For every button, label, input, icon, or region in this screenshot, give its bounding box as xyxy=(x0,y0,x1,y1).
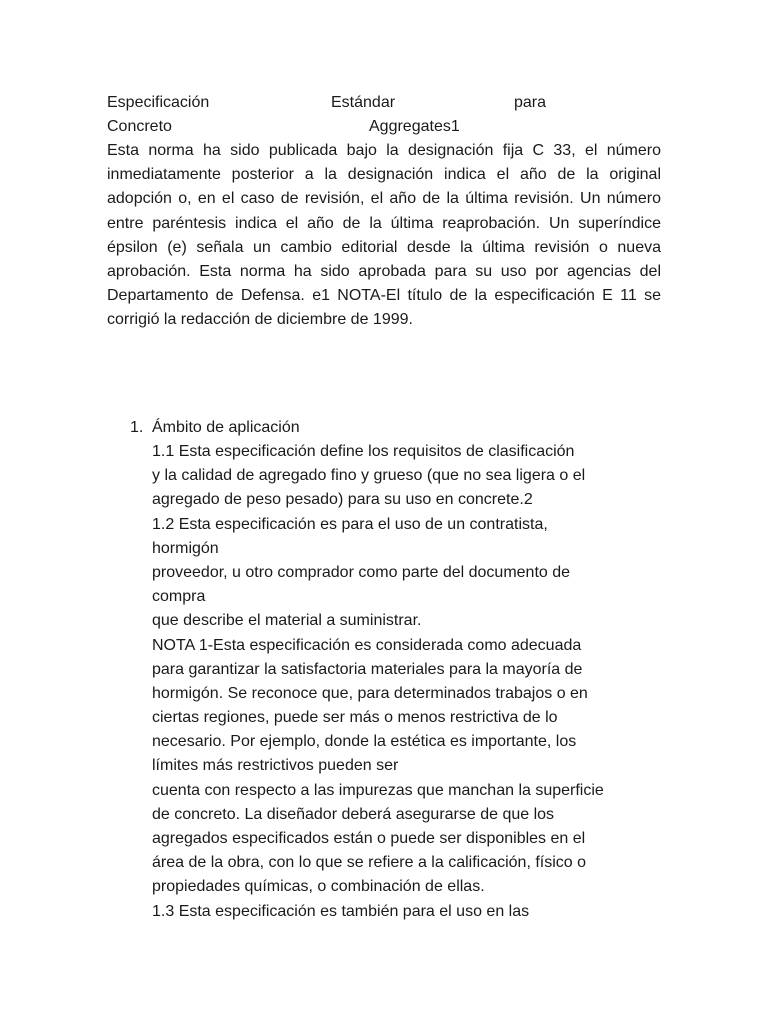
body-line: área de la obra, con lo que se refiere a la calificación, físico o xyxy=(152,854,587,872)
body-line: propiedades químicas, o combinación de ellas. xyxy=(152,878,485,896)
body-line: agregado de peso pesado) para su uso en concrete.2 xyxy=(152,491,533,509)
section-body xyxy=(128,440,668,924)
body-line: ciertas regiones, puede ser más o menos restrictiva de lo xyxy=(152,709,558,727)
body-line: 1.3 Esta especificación es también para el uso en las xyxy=(152,902,530,920)
body-line: hormigón xyxy=(152,539,219,557)
body-line: NOTA 1-Esta especificación es considerada como adecuada xyxy=(152,636,582,654)
body-line: hormigón. Se reconoce que, para determinados trabajos o en xyxy=(152,684,588,702)
body-line: y la calidad de agregado fino y grueso (que no sea ligera o el xyxy=(152,467,586,485)
title-word: Especificación xyxy=(107,94,210,111)
title-line-2 xyxy=(107,115,661,139)
body-line: límites más restrictivos pueden ser xyxy=(152,757,399,775)
title-word: Estándar xyxy=(331,94,396,111)
title-word: para xyxy=(514,94,547,111)
title-word: Concreto xyxy=(107,118,172,135)
title-line-1 xyxy=(107,91,661,115)
section-title: Ámbito de aplicación xyxy=(152,419,300,436)
body-line: proveedor, u otro comprador como parte del documento de xyxy=(152,563,571,581)
body-line: agregados especificados están o puede ser disponibles en el xyxy=(152,830,586,847)
body-line: necesario. Por ejemplo, donde la estética es importante, los xyxy=(152,733,577,751)
section-scope xyxy=(128,416,668,924)
body-line: compra xyxy=(152,588,206,606)
body-line: 1.2 Esta especificación es para el uso de un contratista, xyxy=(152,515,548,533)
section-heading xyxy=(128,416,668,440)
body-line: que describe el material a suministrar. xyxy=(152,612,422,630)
intro-paragraph: Esta norma ha sido publicada bajo la designación fija C 33, el número inmediatamente posterior a la designación indica el año de la original adopción o, en el caso de revisión, el año de la última revisión. Un número entre paréntesis indica el año de la última reaprobación. Un superíndice épsilon (e) señala un cambio editorial desde la última revisión o nueva aprobación. Esta norma ha sido aprobada para su uso por agencias del Departamento de Defensa. e1 NOTA-El título de la especificación E 11 se corrigió la redacción de diciembre de 1999. xyxy=(107,142,661,329)
section-number: 1. xyxy=(130,419,144,436)
body-line: cuenta con respecto a las impurezas que manchan la superficie xyxy=(152,781,604,799)
body-line: 1.1 Esta especificación define los requisitos de clasificación xyxy=(152,443,575,460)
body-line: de concreto. La diseñador deberá asegurarse de que los xyxy=(152,805,555,823)
title-word: Aggregates1 xyxy=(369,118,460,135)
body-line: para garantizar la satisfactoria materiales para la mayoría de xyxy=(152,660,583,678)
